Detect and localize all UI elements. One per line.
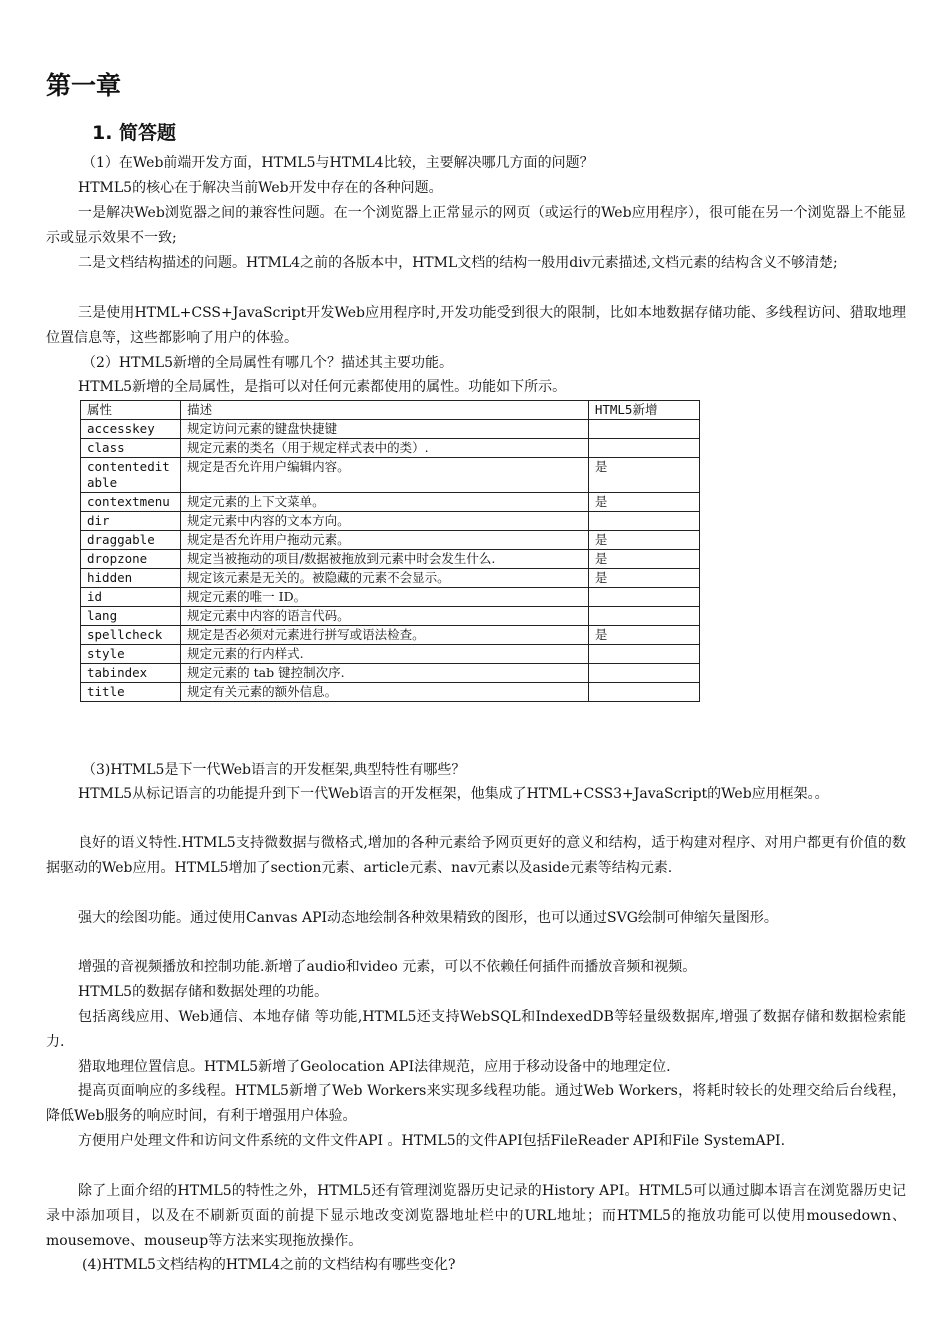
cell-description: 规定访问元素的键盘快捷键	[181, 420, 589, 439]
cell-description: 规定元素的类名（用于规定样式表中的类）.	[181, 439, 589, 458]
cell-description: 规定是否允许用户拖动元素。	[181, 531, 589, 550]
table-row	[81, 550, 700, 569]
cell-attribute: accesskey	[81, 420, 181, 439]
cell-html5-new: 是	[588, 626, 699, 645]
table-row	[81, 607, 700, 626]
cell-description: 规定元素的唯一 ID。	[181, 588, 589, 607]
cell-description: 规定元素的行内样式.	[181, 645, 589, 664]
paragraph: 良好的语义特性.HTML5支持微数据与微格式,增加的各种元素给予网页更好的意义和结构，适于构建对程序、对用户都更有价值的数据驱动的Web应用。HTML5增加了section元素、article元素、nav元素以及aside元素等结构元素.	[46, 835, 906, 876]
cell-html5-new: 是	[588, 493, 699, 512]
cell-html5-new: 是	[588, 531, 699, 550]
cell-html5-new	[588, 439, 699, 458]
cell-attribute: title	[81, 683, 181, 702]
cell-attribute: style	[81, 645, 181, 664]
paragraph: 增强的音视频播放和控制功能.新增了audio和video 元素，可以不依赖任何插件而播放音频和视频。	[78, 959, 697, 975]
attributes-table	[80, 400, 700, 702]
table-row	[81, 493, 700, 512]
cell-html5-new	[588, 645, 699, 664]
cell-description: 规定是否允许用户编辑内容。	[181, 458, 589, 493]
table-row	[81, 683, 700, 702]
cell-attribute: id	[81, 588, 181, 607]
header-description: 描述	[181, 401, 589, 420]
paragraph: HTML5的核心在于解决当前Web开发中存在的各种问题。	[78, 180, 443, 196]
cell-attribute: contentedit able	[81, 458, 181, 493]
cell-attribute: hidden	[81, 569, 181, 588]
cell-description: 规定元素中内容的文本方向。	[181, 512, 589, 531]
cell-html5-new: 是	[588, 550, 699, 569]
table-row	[81, 531, 700, 550]
cell-attribute: spellcheck	[81, 626, 181, 645]
table-row	[81, 439, 700, 458]
paragraph: 除了上面介绍的HTML5的特性之外，HTML5还有管理浏览器历史记录的History API。HTML5可以通过脚本语言在浏览器历史记录中添加项目，以及在不刷新页面的前提下显示地改变浏览器地址栏中的URL地址；而HTML5的拖放功能可以使用mousedown、mousemove、mouseup等方法来实现拖放操作。	[46, 1183, 906, 1249]
question-3: （3)HTML5是下一代Web语言的开发框架,典型特性有哪些？	[82, 762, 466, 778]
cell-html5-new	[588, 664, 699, 683]
cell-attribute: class	[81, 439, 181, 458]
cell-attribute: tabindex	[81, 664, 181, 683]
paragraph: 强大的绘图功能。通过使用Canvas API动态地绘制各种效果精致的图形，也可以通过SVG绘制可伸缩矢量图形。	[78, 910, 778, 926]
paragraph: 三是使用HTML+CSS+JavaScript开发Web应用程序时,开发功能受到很大的限制，比如本地数据存储功能、多线程访问、猎取地理位置信息等，这些都影响了用户的体验。	[46, 305, 906, 346]
table-row	[81, 626, 700, 645]
cell-html5-new: 是	[588, 569, 699, 588]
question-1: （1）在Web前端开发方面，HTML5与HTML4比较，主要解决哪几方面的问题？	[82, 155, 594, 171]
cell-attribute: lang	[81, 607, 181, 626]
cell-description: 规定元素中内容的语言代码。	[181, 607, 589, 626]
cell-description: 规定是否必须对元素进行拼写或语法检查。	[181, 626, 589, 645]
table-row	[81, 458, 700, 493]
paragraph: 猎取地理位置信息。HTML5新增了Geolocation API法律规范，应用于移动设备中的地理定位.	[78, 1059, 671, 1075]
cell-attribute: contextmenu	[81, 493, 181, 512]
table-row	[81, 645, 700, 664]
paragraph: 方便用户处理文件和访问文件系统的文件文件API 。HTML5的文件API包括FileReader API和File SystemAPI.	[78, 1133, 786, 1149]
chapter-title: 第一章	[46, 71, 122, 100]
table-row	[81, 588, 700, 607]
cell-html5-new	[588, 588, 699, 607]
table-row	[81, 569, 700, 588]
table-row	[81, 512, 700, 531]
table-header-row	[81, 401, 700, 420]
paragraph: 提高页面响应的多线程。HTML5新增了Web Workers来实现多线程功能。通过Web Workers，将耗时较长的处理交给后台线程，降低Web服务的响应时间，有利于增强用户体验。	[46, 1083, 906, 1124]
cell-html5-new	[588, 420, 699, 439]
paragraph: HTML5的数据存储和数据处理的功能。	[78, 984, 329, 1000]
cell-description: 规定元素的 tab 键控制次序.	[181, 664, 589, 683]
paragraph: 包括离线应用、Web通信、本地存储 等功能,HTML5还支持WebSQL和IndexedDB等轻量级数据库,增强了数据存储和数据检索能力.	[46, 1009, 906, 1050]
cell-description: 规定该元素是无关的。被隐藏的元素不会显示。	[181, 569, 589, 588]
paragraph: HTML5从标记语言的功能提升到下一代Web语言的开发框架，他集成了HTML+CSS3+JavaScript的Web应用框架。。	[78, 786, 829, 802]
cell-html5-new	[588, 512, 699, 531]
question-2: （2）HTML5新增的全局属性有哪几个？描述其主要功能。	[82, 355, 453, 371]
cell-description: 规定有关元素的额外信息。	[181, 683, 589, 702]
cell-html5-new	[588, 607, 699, 626]
section-title: 1. 简答题	[92, 122, 177, 144]
cell-attribute: dir	[81, 512, 181, 531]
cell-attribute: draggable	[81, 531, 181, 550]
cell-description: 规定元素的上下文菜单。	[181, 493, 589, 512]
table-row	[81, 664, 700, 683]
cell-attribute: dropzone	[81, 550, 181, 569]
table-row	[81, 420, 700, 439]
paragraph: HTML5新增的全局属性，是指可以对任何元素都使用的属性。功能如下所示。	[78, 379, 567, 395]
question-4: (4)HTML5文档结构的HTML4之前的文档结构有哪些变化?	[82, 1257, 456, 1273]
cell-html5-new: 是	[588, 458, 699, 493]
cell-description: 规定当被拖动的项目/数据被拖放到元素中时会发生什么.	[181, 550, 589, 569]
header-attribute: 属性	[81, 401, 181, 420]
cell-html5-new	[588, 683, 699, 702]
paragraph: 一是解决Web浏览器之间的兼容性问题。在一个浏览器上正常显示的网页（或运行的Web应用程序），很可能在另一个浏览器上不能显示或显示效果不一致;	[46, 205, 906, 246]
header-html5-new: HTML5新增	[588, 401, 699, 420]
paragraph: 二是文档结构描述的问题。HTML4之前的各版本中，HTML文档的结构一般用div元素描述,文档元素的结构含义不够清楚;	[78, 255, 838, 271]
